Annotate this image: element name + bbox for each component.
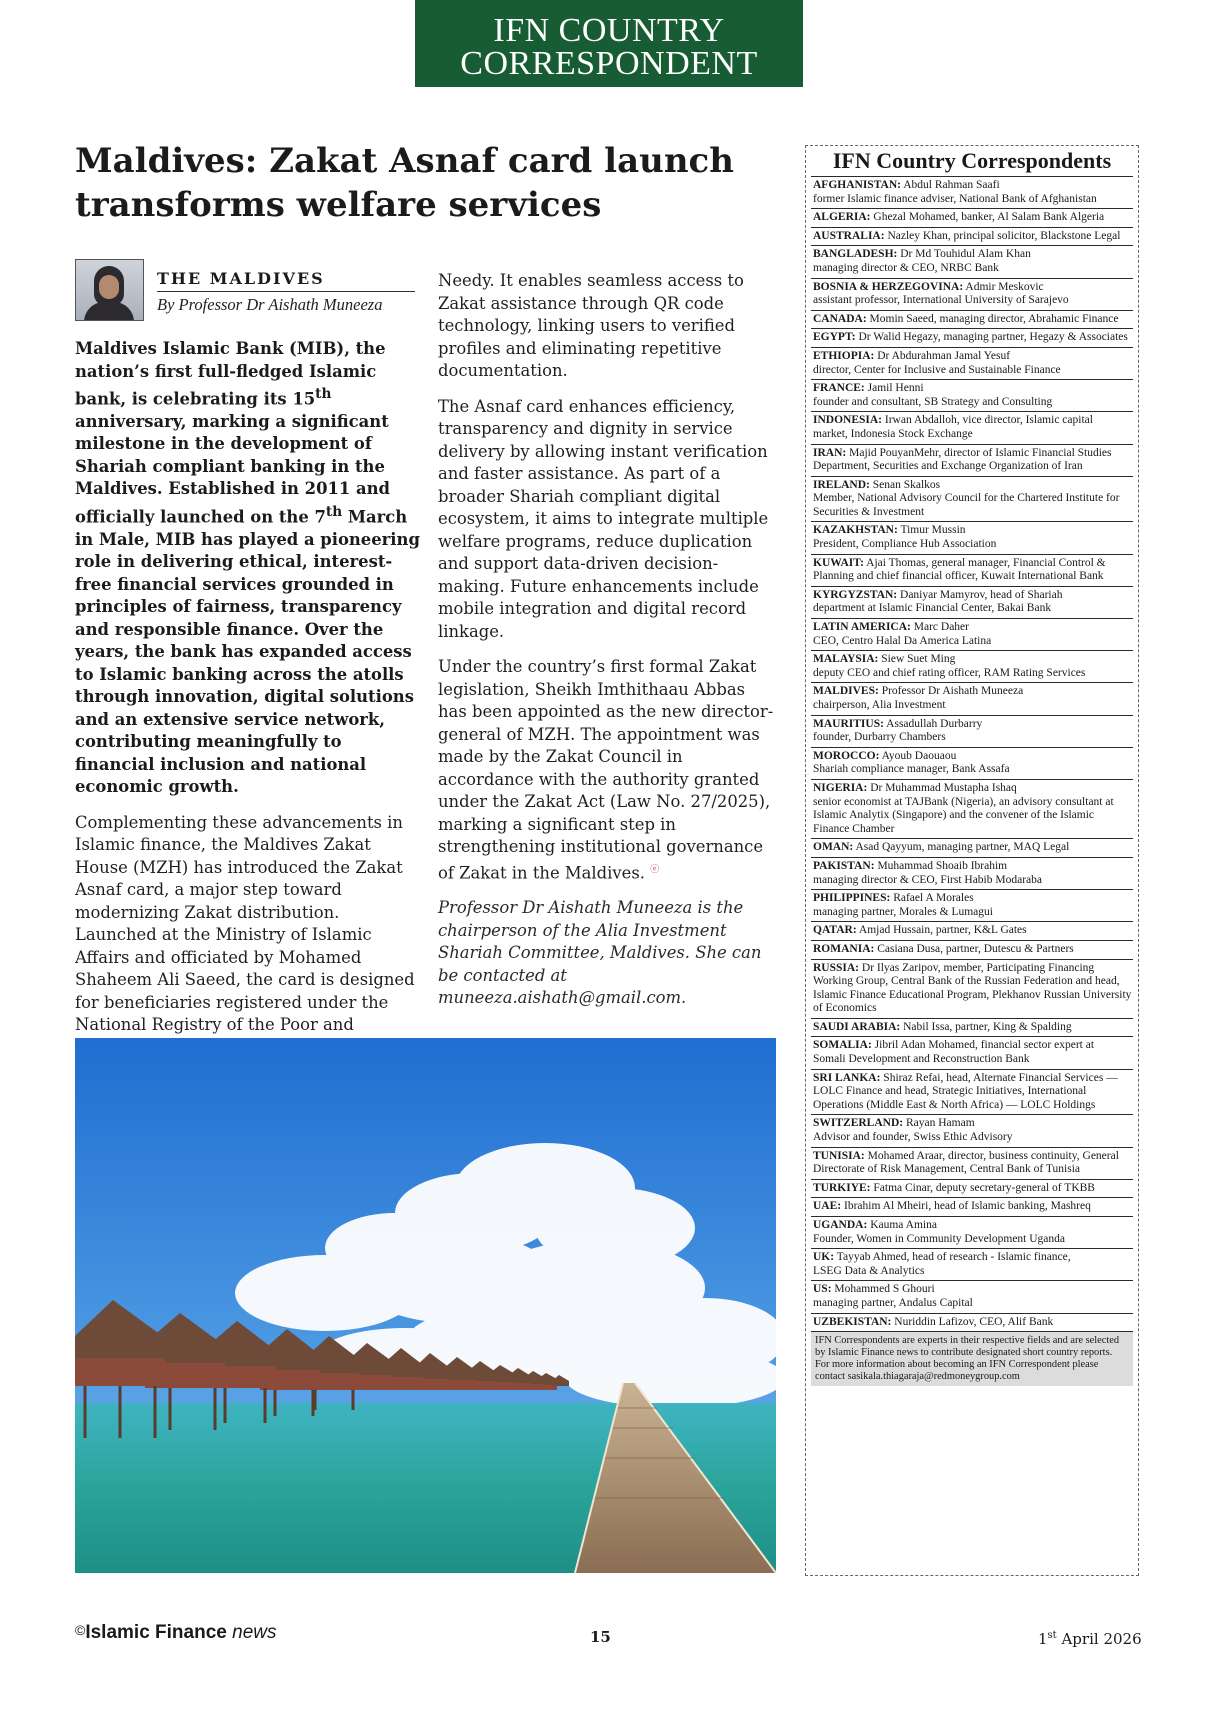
section-banner bbox=[415, 0, 803, 87]
correspondent-entry bbox=[811, 310, 1133, 329]
headline-line-2: transforms welfare services bbox=[75, 185, 602, 225]
correspondent-country: QATAR: bbox=[813, 924, 857, 937]
correspondent-name: Nazley Khan, principal solicitor, Blackstone Legal bbox=[884, 229, 1121, 242]
correspondent-name: Rayan Hamam bbox=[903, 1117, 975, 1130]
body-paragraph: The Asnaf card enhances efficiency, transparency and dignity in service delivery by allowing instant verification and faster assistance. As part of a broader Shariah compliant digital ecosystem, it aims to integrate multiple welfare programs, reduce duplication and support data-driven decision-making. Future enhancements include mobile integration and digital record linkage. bbox=[438, 396, 769, 641]
correspondent-entry bbox=[811, 1280, 1133, 1312]
correspondent-name: Siew Suet Ming bbox=[878, 653, 956, 666]
correspondent-name: Timur Mussin bbox=[897, 524, 966, 537]
correspondent-country: TURKIYE: bbox=[813, 1181, 871, 1194]
correspondent-role: deputy CEO and chief rating officer, RAM Rating Services bbox=[813, 666, 1086, 679]
correspondent-role: Somali Development and Reconstruction Bank bbox=[813, 1053, 1030, 1066]
correspondent-country: UZBEKISTAN: bbox=[813, 1315, 892, 1328]
correspondent-country: AFGHANISTAN: bbox=[813, 179, 901, 191]
correspondent-name: Dr Walid Hegazy, managing partner, Hegazy & Associates bbox=[855, 331, 1128, 344]
correspondent-country: SOMALIA: bbox=[813, 1039, 872, 1052]
correspondent-entry bbox=[811, 857, 1133, 889]
author-box bbox=[75, 257, 417, 321]
correspondent-name: Majid PouyanMehr, director of Islamic Financial Studies bbox=[846, 446, 1112, 459]
correspondent-role: department at Islamic Financial Center, Bakai Bank bbox=[813, 602, 1052, 615]
correspondent-role: managing director & CEO, NRBC Bank bbox=[813, 261, 999, 274]
author-divider bbox=[157, 291, 415, 292]
correspondent-name: Irwan Abdalloh, vice director, Islamic capital bbox=[882, 414, 1093, 427]
correspondent-entry bbox=[811, 227, 1133, 246]
correspondent-name: Jamil Henni bbox=[864, 382, 924, 395]
correspondent-country: ALGERIA: bbox=[813, 211, 871, 224]
correspondent-name: Shiraz Refai, head, Alternate Financial Services — LOLC Finance and head, Strategic Initiatives, International Operations (Middle East & North Africa) — LOLC Holdings bbox=[813, 1071, 1118, 1111]
correspondent-entry bbox=[811, 889, 1133, 921]
lead-paragraph: Maldives Islamic Bank (MIB), the nation’s first full-fledged Islamic bank, is celebrating its 15th anniversary, marking a significant milestone in the development of Shariah compliant banking in the Maldives. Established in 2011 and officially launched on the 7th March in Male, MIB has played a pioneering role in delivering ethical, interest-free financial services grounded in principles of fairness, transparency and responsible finance. Over the years, the bank has expanded access to Islamic banking across the atolls through innovation, digital solutions and an extensive service network, contributing meaningfully to financial inclusion and national economic growth. bbox=[75, 339, 420, 797]
correspondent-role: LSEG Data & Analytics bbox=[813, 1264, 925, 1277]
correspondent-country: PHILIPPINES: bbox=[813, 892, 891, 905]
correspondent-name: Assadullah Durbarry bbox=[883, 717, 983, 730]
correspondent-role: managing partner, Andalus Capital bbox=[813, 1296, 973, 1309]
body-paragraph: Under the country’s first formal Zakat legislation, Sheikh Imthithaau Abbas has been appointed as the new director-general of MZH. The appointment was made by the Zakat Council in accordance with the authority granted under the Zakat Act (Law No. 27/2025), marking a significant step in strengthening institutional governance of Zakat in the Maldives. ⓔ bbox=[438, 657, 774, 882]
correspondent-name: Momin Saeed, managing director, Abrahamic Finance bbox=[866, 312, 1119, 325]
correspondent-name: Dr Muhammad Mustapha Ishaq bbox=[867, 781, 1017, 794]
correspondent-name: Ayoub Daouaou bbox=[879, 749, 957, 762]
sidebar-title: IFN Country Correspondents bbox=[832, 148, 1112, 173]
correspondent-entry bbox=[811, 328, 1133, 347]
correspondent-country: CANADA: bbox=[813, 312, 867, 325]
correspondent-name: Ajai Thomas, general manager, Financial Control & bbox=[863, 556, 1106, 569]
correspondent-entry bbox=[811, 245, 1133, 277]
correspondent-role: founder, Durbarry Chambers bbox=[813, 731, 946, 744]
correspondent-country: ETHIOPIA: bbox=[813, 349, 875, 362]
correspondent-name: Admir Meskovic bbox=[963, 280, 1044, 293]
correspondents-sidebar bbox=[805, 145, 1139, 1576]
correspondent-name: Marc Daher bbox=[910, 621, 969, 634]
correspondent-entry bbox=[811, 618, 1133, 650]
correspondent-entry bbox=[811, 1036, 1133, 1068]
correspondent-country: BOSNIA & HERZEGOVINA: bbox=[813, 280, 964, 293]
correspondent-name: Rafael A Morales bbox=[890, 892, 974, 905]
correspondent-country: PAKISTAN: bbox=[813, 859, 875, 872]
correspondent-name: Mohamed Araar, director, business continuity, General bbox=[864, 1149, 1119, 1162]
correspondent-role: managing director & CEO, First Habib Modaraba bbox=[813, 873, 1042, 886]
article-headline bbox=[75, 139, 775, 227]
correspondent-entry bbox=[811, 1147, 1133, 1179]
correspondent-role: Founder, Women in Community Development Uganda bbox=[813, 1232, 1066, 1245]
correspondent-country: NIGERIA: bbox=[813, 781, 868, 794]
correspondent-name: Amjad Hussain, partner, K&L Gates bbox=[856, 924, 1027, 937]
article-column-1 bbox=[75, 338, 420, 1050]
correspondent-country: UK: bbox=[813, 1251, 835, 1264]
correspondent-role: senior economist at TAJBank (Nigeria), an advisory consultant at Islamic Analytix (Singapore) and the convener of the Islamic Finance Chamber bbox=[813, 795, 1114, 835]
correspondent-entry bbox=[811, 1248, 1133, 1280]
correspondent-country: AUSTRALIA: bbox=[813, 229, 885, 242]
correspondent-role: CEO, Centro Halal Da America Latina bbox=[813, 634, 992, 647]
correspondent-role: Directorate of Risk Management, Central Bank of Tunisia bbox=[813, 1163, 1081, 1176]
correspondent-name: Mohammed S Ghouri bbox=[831, 1283, 935, 1296]
correspondent-name: Fatma Cinar, deputy secretary-general of TKBB bbox=[870, 1181, 1095, 1194]
correspondent-country: EGYPT: bbox=[813, 331, 856, 344]
correspondent-country: KUWAIT: bbox=[813, 556, 864, 569]
correspondent-entry bbox=[811, 1114, 1133, 1146]
correspondent-country: INDONESIA: bbox=[813, 414, 883, 427]
correspondent-name: Professor Dr Aishath Muneeza bbox=[878, 685, 1024, 698]
correspondent-entry bbox=[811, 921, 1133, 940]
banner-line-1: IFN COUNTRY bbox=[493, 12, 725, 49]
correspondent-country: US: bbox=[813, 1283, 832, 1296]
body-paragraph: Complementing these advancements in Islamic finance, the Maldives Zakat House (MZH) has introduced the Zakat Asnaf card, a major step toward modernizing Zakat distribution. Launched at the Ministry of Islamic Affairs and officiated by Mohamed Shaheem Ali Saeed, the card is designed for beneficiaries registered under the National Registry of the Poor and bbox=[75, 812, 415, 1035]
correspondent-country: UGANDA: bbox=[813, 1219, 868, 1231]
correspondent-country: ROMANIA: bbox=[813, 942, 875, 955]
correspondent-country: UAE: bbox=[813, 1200, 842, 1213]
correspondent-name: Ibrahim Al Mheiri, head of Islamic banking, Mashreq bbox=[841, 1200, 1091, 1213]
correspondent-country: MAURITIUS: bbox=[813, 717, 884, 730]
correspondent-entry bbox=[811, 176, 1133, 208]
correspondent-name: Daniyar Mamyrov, head of Shariah bbox=[897, 588, 1063, 601]
correspondent-name: Muhammad Shoaib Ibrahim bbox=[874, 859, 1008, 872]
correspondent-name: Kauma Amina bbox=[867, 1219, 937, 1231]
correspondent-entry bbox=[811, 208, 1133, 227]
correspondent-name: Senan Skalkos bbox=[869, 478, 941, 491]
correspondent-role: chairperson, Alia Investment bbox=[813, 699, 946, 711]
article-column-2 bbox=[438, 270, 776, 1023]
correspondent-role: assistant professor, International University of Sarajevo bbox=[813, 294, 1069, 307]
correspondent-role: director, Center for Inclusive and Sustainable Finance bbox=[813, 363, 1061, 376]
correspondent-name: Dr Md Touhidul Alam Khan bbox=[897, 248, 1031, 261]
correspondent-name: Dr Abdurahman Jamal Yesuf bbox=[874, 349, 1011, 362]
correspondent-country: SAUDI ARABIA: bbox=[813, 1020, 901, 1033]
correspondent-country: OMAN: bbox=[813, 841, 854, 854]
headline-line-1: Maldives: Zakat Asnaf card launch bbox=[75, 141, 734, 181]
author-photo bbox=[75, 259, 144, 321]
correspondent-entry bbox=[811, 1197, 1133, 1216]
correspondent-name: Nuriddin Lafizov, CEO, Alif Bank bbox=[891, 1315, 1054, 1328]
correspondent-country: RUSSIA: bbox=[813, 961, 860, 974]
end-mark-icon: ⓔ bbox=[650, 864, 660, 875]
correspondent-name: Jibril Adan Mohamed, financial sector expert at bbox=[871, 1039, 1095, 1052]
sidebar-footnote: IFN Correspondents are experts in their respective fields and are selected by Islamic Finance news to contribute designated short country reports. For more information about becoming an IFN Correspondent please contact sasikala.thiagaraja@redmoneygroup.com bbox=[811, 1331, 1133, 1386]
correspondent-list bbox=[811, 176, 1133, 1331]
correspondent-entry bbox=[811, 1313, 1133, 1332]
correspondent-country: MOROCCO: bbox=[813, 749, 880, 762]
correspondent-country: MALDIVES: bbox=[813, 685, 879, 698]
correspondent-country: SWITZERLAND: bbox=[813, 1117, 904, 1130]
publication-logo: ©Islamic Finance news bbox=[75, 1622, 277, 1643]
correspondent-country: SRI LANKA: bbox=[813, 1071, 881, 1084]
author-bio: Professor Dr Aishath Muneeza is the chairperson of the Alia Investment Shariah Committee, Maldives. She can be contacted at muneeza.aishath@gmail.com. bbox=[438, 898, 762, 1008]
correspondent-name: Nabil Issa, partner, King & Spalding bbox=[900, 1020, 1072, 1033]
correspondent-entry bbox=[811, 521, 1133, 553]
correspondent-entry bbox=[811, 1069, 1133, 1115]
correspondent-entry bbox=[811, 838, 1133, 857]
correspondent-country: KAZAKHSTAN: bbox=[813, 524, 898, 537]
country-label: THE MALDIVES bbox=[157, 269, 325, 288]
correspondent-entry bbox=[811, 715, 1133, 747]
correspondent-name: Dr Ilyas Zaripov, member, Participating Financing Working Group, Central Bank of the Russian Federation and head, Islamic Finance Educational Program, Plekhanov Russian University of Economics bbox=[813, 961, 1132, 1015]
correspondent-country: IRELAND: bbox=[813, 478, 870, 491]
correspondent-role: Planning and chief financial officer, Kuwait International Bank bbox=[813, 570, 1104, 583]
correspondent-country: TUNISIA: bbox=[813, 1149, 865, 1162]
correspondent-role: President, Compliance Hub Association bbox=[813, 538, 997, 551]
correspondent-entry bbox=[811, 779, 1133, 838]
correspondent-entry bbox=[811, 1216, 1133, 1248]
banner-line-2: CORRESPONDENT bbox=[460, 45, 758, 82]
correspondent-entry bbox=[811, 959, 1133, 1018]
issue-date: 1st April 2026 bbox=[1038, 1630, 1142, 1648]
correspondent-entry bbox=[811, 554, 1133, 586]
correspondent-role: Member, National Advisory Council for the Chartered Institute for Securities & Investment bbox=[813, 492, 1120, 518]
maldives-water-villas-photo bbox=[75, 1038, 776, 1573]
page-number: 15 bbox=[590, 1628, 611, 1646]
correspondent-country: IRAN: bbox=[813, 446, 847, 459]
correspondent-name: Asad Qayyum, managing partner, MAQ Legal bbox=[853, 841, 1070, 854]
correspondent-role: former Islamic finance adviser, National Bank of Afghanistan bbox=[813, 192, 1097, 205]
correspondent-entry bbox=[811, 347, 1133, 379]
correspondent-entry bbox=[811, 682, 1133, 714]
correspondent-role: Department, Securities and Exchange Organization of Iran bbox=[813, 460, 1083, 473]
correspondent-role: market, Indonesia Stock Exchange bbox=[813, 427, 973, 440]
correspondent-country: BANGLADESH: bbox=[813, 248, 898, 261]
correspondent-name: Abdul Rahman Saafi bbox=[900, 179, 1000, 191]
correspondent-entry bbox=[811, 379, 1133, 411]
correspondent-entry bbox=[811, 444, 1133, 476]
correspondent-name: Casiana Dusa, partner, Dutescu & Partners bbox=[874, 942, 1074, 955]
correspondent-entry bbox=[811, 940, 1133, 959]
correspondent-role: Shariah compliance manager, Bank Assafa bbox=[813, 763, 1010, 776]
correspondent-name: Tayyab Ahmed, head of research - Islamic finance, bbox=[834, 1251, 1071, 1264]
correspondent-role: managing partner, Morales & Lumagui bbox=[813, 905, 993, 918]
correspondent-country: KYRGYZSTAN: bbox=[813, 588, 898, 601]
correspondent-role: Advisor and founder, Swiss Ethic Advisory bbox=[813, 1131, 1013, 1144]
correspondent-entry bbox=[811, 586, 1133, 618]
correspondent-country: FRANCE: bbox=[813, 382, 865, 395]
correspondent-entry bbox=[811, 1179, 1133, 1198]
correspondent-entry bbox=[811, 747, 1133, 779]
correspondent-entry bbox=[811, 1018, 1133, 1037]
correspondent-entry bbox=[811, 476, 1133, 522]
correspondent-entry bbox=[811, 411, 1133, 443]
correspondent-country: LATIN AMERICA: bbox=[813, 621, 911, 634]
body-paragraph: Needy. It enables seamless access to Zakat assistance through QR code technology, linking users to verified profiles and eliminating repetitive documentation. bbox=[438, 271, 744, 380]
author-byline: By Professor Dr Aishath Muneeza bbox=[157, 295, 383, 314]
correspondent-role: founder and consultant, SB Strategy and Consulting bbox=[813, 395, 1053, 408]
correspondent-entry bbox=[811, 278, 1133, 310]
correspondent-country: MALAYSIA: bbox=[813, 653, 879, 666]
correspondent-name: Ghezal Mohamed, banker, Al Salam Bank Algeria bbox=[870, 211, 1105, 224]
correspondent-entry bbox=[811, 650, 1133, 682]
